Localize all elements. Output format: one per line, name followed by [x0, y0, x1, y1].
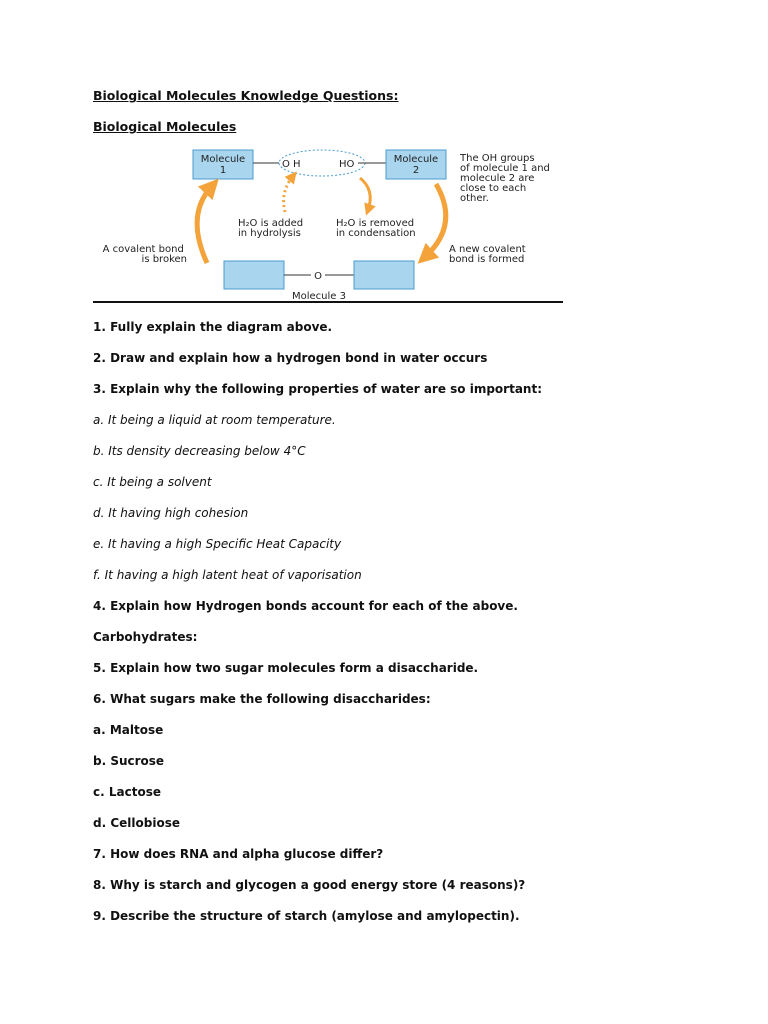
- question-line: Carbohydrates:: [93, 630, 198, 644]
- covalent-broken-line: is broken: [141, 254, 187, 265]
- hydrolysis-note-line: H₂O is added: [238, 218, 304, 229]
- bridge-oxygen: O: [314, 271, 322, 282]
- question-line: 6. What sugars make the following disaccharides:: [93, 692, 431, 706]
- question-line: 9. Describe the structure of starch (amylose and amylopectin).: [93, 909, 520, 923]
- condensation-arrow-icon: [360, 178, 370, 210]
- molecule-1-number: 1: [219, 165, 227, 176]
- molecule-2-number: 2: [412, 165, 420, 176]
- question-line: 3. Explain why the following properties of water are so important:: [93, 382, 543, 396]
- condensation-note-line: in condensation: [336, 228, 416, 239]
- oh-groups-note-line: close to each: [460, 183, 527, 194]
- question-line: 7. How does RNA and alpha glucose differ?: [93, 847, 384, 861]
- bond-formed-arrow-icon: [425, 184, 446, 257]
- question-line: a. It being a liquid at room temperature.: [93, 413, 336, 427]
- hydrolysis-note-line: in hydrolysis: [238, 228, 301, 239]
- covalent-bond-broken-note: [103, 244, 187, 265]
- question-line: 8. Why is starch and glycogen a good energy store (4 reasons)?: [93, 878, 526, 892]
- question-line: a. Maltose: [93, 723, 164, 737]
- molecule-3-left-box: [224, 261, 284, 289]
- molecule-3-label: Molecule 3: [292, 291, 346, 302]
- document-title: Biological Molecules Knowledge Questions:: [93, 88, 399, 103]
- ho-group-right: HO: [339, 159, 355, 170]
- covalent-formed-line: bond is formed: [449, 254, 525, 265]
- oh-groups-note-line: of molecule 1 and: [460, 163, 550, 174]
- hydrolysis-note: [238, 218, 306, 239]
- covalent-formed-line: A new covalent: [449, 244, 526, 255]
- molecule-1-label: Molecule: [200, 154, 246, 165]
- section-heading: Biological Molecules: [93, 119, 237, 134]
- question-line: 5. Explain how two sugar molecules form a disaccharide.: [93, 661, 479, 675]
- question-line: d. Cellobiose: [93, 816, 180, 830]
- question-line: f. It having a high latent heat of vaporisation: [93, 568, 362, 582]
- question-line: 1. Fully explain the diagram above.: [93, 320, 333, 334]
- hydrolysis-arrow-icon: [284, 176, 293, 212]
- condensation-hydrolysis-diagram: [92, 140, 564, 305]
- question-line: b. Sucrose: [93, 754, 165, 768]
- oh-groups-note-line: The OH groups: [460, 153, 535, 164]
- divider-rule: [93, 301, 563, 303]
- condensation-note: [336, 218, 417, 239]
- bond-broken-arrow-icon: [197, 186, 212, 263]
- question-line: d. It having high cohesion: [93, 506, 249, 520]
- oh-group-left: O H: [282, 159, 301, 170]
- oh-groups-note: [459, 153, 553, 204]
- molecule-2-label: Molecule: [393, 154, 439, 165]
- question-line: e. It having a high Specific Heat Capacity: [93, 537, 342, 551]
- molecule-3-right-box: [354, 261, 414, 289]
- question-line: 4. Explain how Hydrogen bonds account for each of the above.: [93, 599, 518, 613]
- question-line: 2. Draw and explain how a hydrogen bond in water occurs: [93, 351, 488, 365]
- covalent-bond-formed-note: [449, 244, 529, 265]
- question-line: c. It being a solvent: [93, 475, 212, 489]
- covalent-broken-line: A covalent bond: [102, 244, 184, 255]
- oh-groups-note-line: other.: [460, 193, 489, 204]
- question-line: b. Its density decreasing below 4°C: [93, 444, 306, 458]
- oh-groups-note-line: molecule 2 are: [460, 173, 535, 184]
- question-line: c. Lactose: [93, 785, 161, 799]
- condensation-note-line: H₂O is removed: [336, 218, 415, 229]
